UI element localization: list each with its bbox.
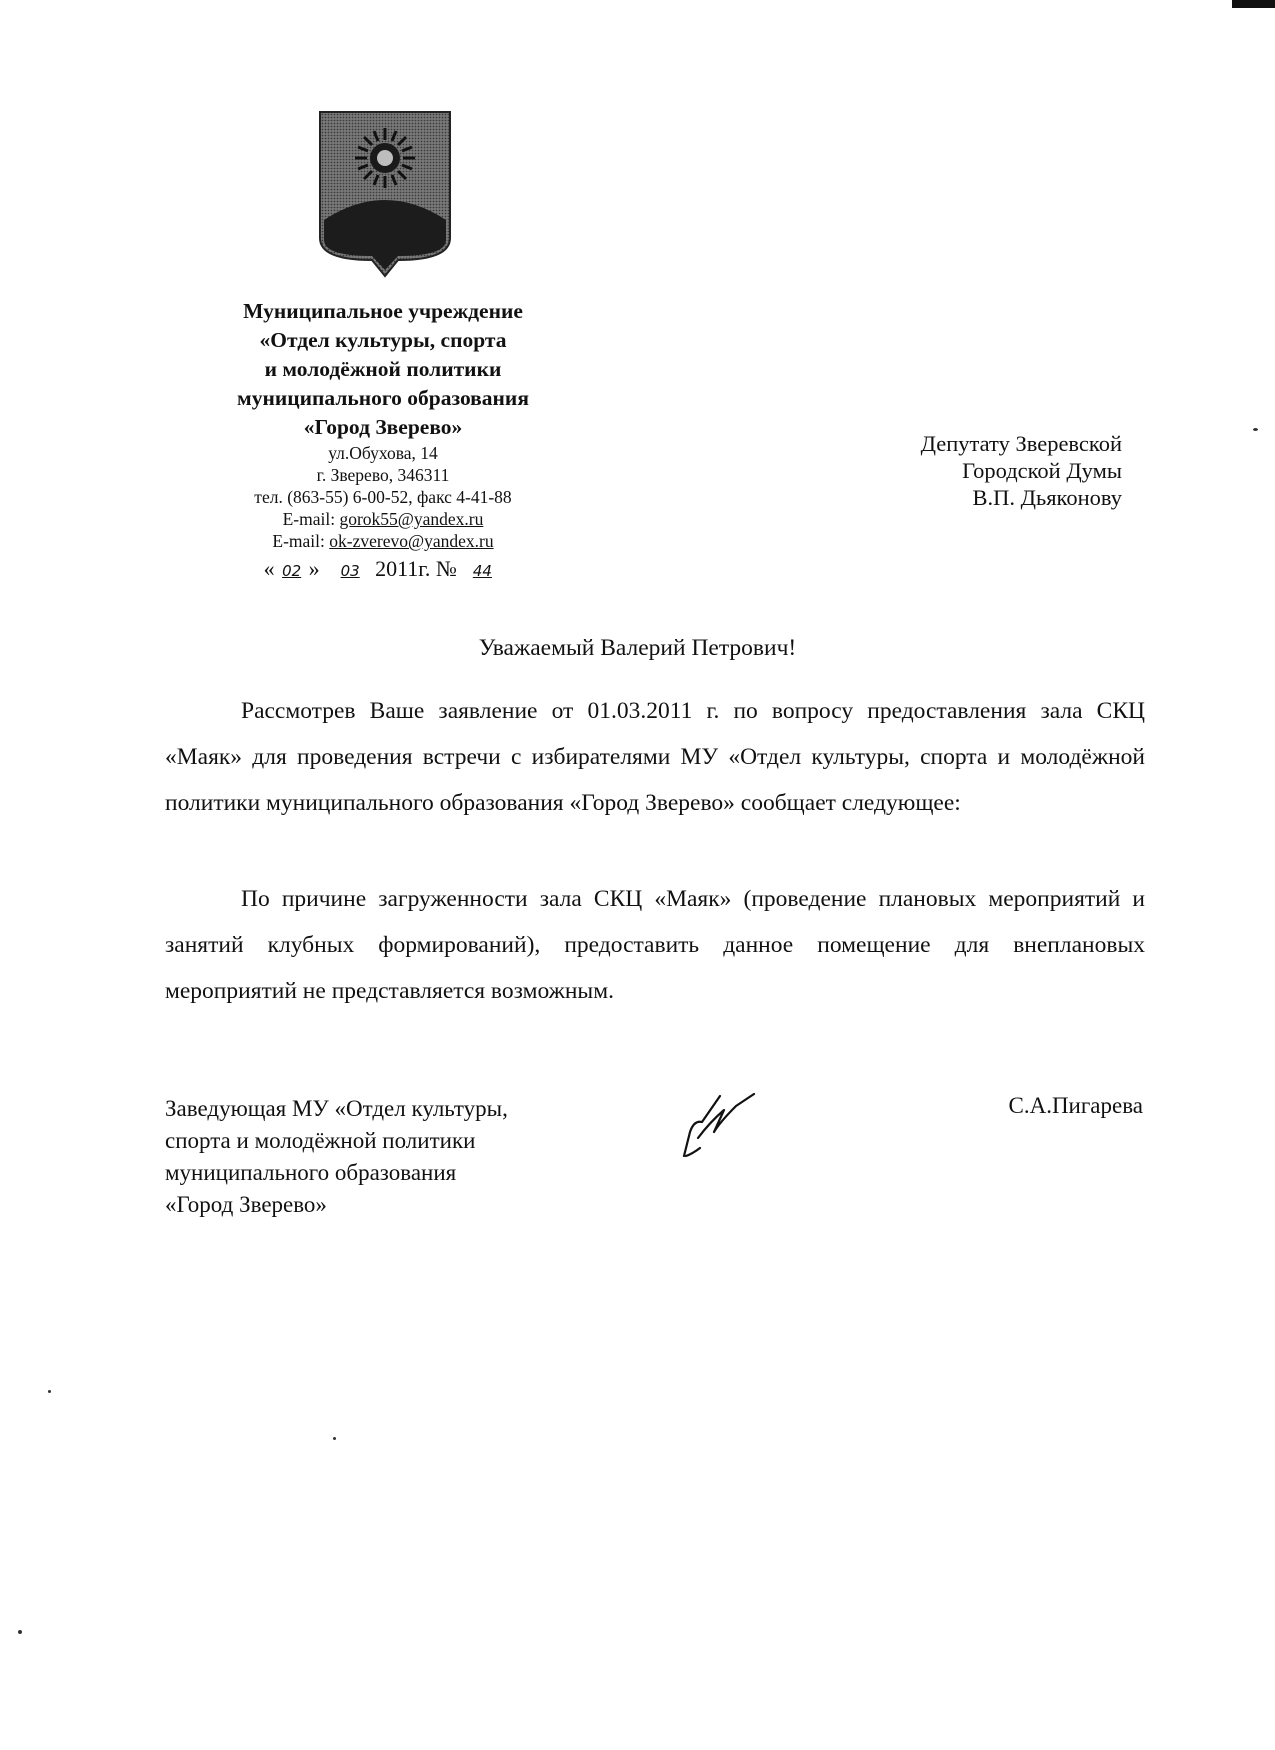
scan-edge-mark bbox=[1232, 0, 1275, 8]
reg-month: 03 bbox=[340, 562, 360, 580]
email-1-link[interactable]: gorok55@yandex.ru bbox=[339, 509, 484, 529]
sender-header bbox=[178, 297, 588, 586]
signatory-title bbox=[165, 1093, 508, 1221]
email-2-label: E-mail: bbox=[272, 531, 325, 551]
email-1-label: E-mail: bbox=[282, 509, 336, 529]
recipient-line-3: В.П. Дьяконову bbox=[972, 485, 1122, 510]
scan-speck bbox=[333, 1437, 336, 1440]
scan-speck bbox=[48, 1390, 51, 1393]
signatory-title-line-3: муниципального образования bbox=[165, 1160, 457, 1185]
recipient-line-1: Депутату Зверевской bbox=[920, 431, 1122, 456]
signatory-title-line-4: «Город Зверево» bbox=[165, 1192, 327, 1217]
reg-open-quote: « bbox=[263, 556, 275, 581]
greeting: Уважаемый Валерий Петрович! bbox=[478, 635, 797, 661]
paragraph-1-text: Рассмотрев Ваше заявление от 01.03.2011 г. по вопросу предоставления зала СКЦ «Маяк» для проведения встречи с избирателями МУ «Отдел культуры, спорта и молодёжной политики муниципального образования «Город Зверево» сообщает следующее: bbox=[165, 698, 1145, 816]
org-address: ул.Обухова, 14 bbox=[328, 443, 438, 463]
signatory-title-line-2: спорта и молодёжной политики bbox=[165, 1128, 476, 1153]
org-name-line-3: и молодёжной политики bbox=[264, 357, 502, 381]
signatory-title-line-1: Заведующая МУ «Отдел культуры, bbox=[165, 1096, 508, 1121]
reg-close-quote: » bbox=[308, 556, 320, 581]
reg-number-sign: № bbox=[435, 556, 457, 581]
reg-day: 02 bbox=[282, 562, 302, 580]
org-name-line-4: муниципального образования bbox=[237, 386, 529, 410]
scan-speck bbox=[18, 1630, 22, 1634]
body-paragraph-1 bbox=[165, 688, 1145, 826]
org-email-2 bbox=[178, 530, 588, 552]
org-name-line-5: «Город Зверево» bbox=[303, 415, 463, 439]
handwritten-signature bbox=[680, 1092, 758, 1160]
body-paragraph-2 bbox=[165, 876, 1145, 1014]
org-name-line-1: Муниципальное учреждение bbox=[243, 299, 523, 323]
recipient-line-2: Городской Думы bbox=[962, 458, 1122, 483]
recipient-block bbox=[921, 430, 1122, 511]
org-email-1 bbox=[178, 508, 588, 530]
email-2-link[interactable]: ok-zverevo@yandex.ru bbox=[329, 531, 494, 551]
coat-of-arms-emblem bbox=[318, 110, 452, 278]
paragraph-2-text: По причине загруженности зала СКЦ «Маяк» (проведение плановых мероприятий и занятий клубных формирований), предоставить данное помещение для внеплановых мероприятий не представляется возможным. bbox=[165, 886, 1145, 1004]
org-city: г. Зверево, 346311 bbox=[316, 465, 450, 485]
registration-line bbox=[178, 554, 588, 586]
org-phone: тел. (863-55) 6-00-52, факс 4-41-88 bbox=[254, 487, 512, 507]
signatory-name: С.А.Пигарева bbox=[1008, 1093, 1143, 1118]
scan-speck bbox=[1253, 428, 1258, 431]
org-name-line-2: «Отдел культуры, спорта bbox=[259, 328, 507, 352]
reg-year: 2011г. bbox=[375, 556, 431, 581]
reg-number: 44 bbox=[472, 562, 492, 580]
